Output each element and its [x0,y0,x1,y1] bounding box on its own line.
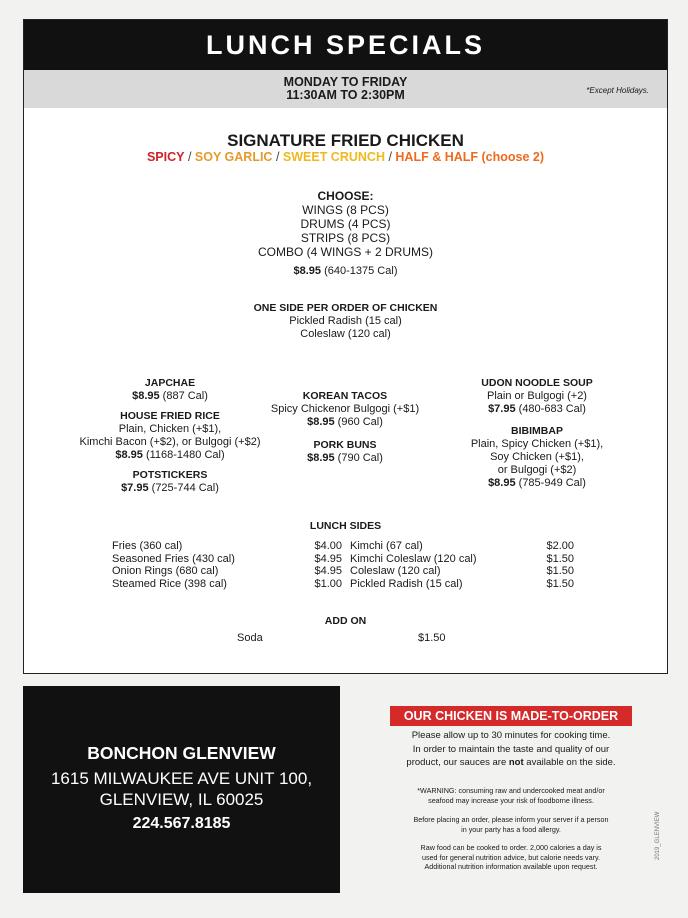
fried-rice-desc-1: Plain, Chicken (+$1), [118,423,222,435]
side-name: Coleslaw (120 cal) [350,565,441,577]
flavor-list [24,150,667,164]
holiday-note: *Except Holidays. [586,86,649,95]
potstickers-title: POTSTICKERS [132,469,208,481]
japchae-price: $8.95 [132,390,160,402]
add-on-price: $1.50 [418,632,446,644]
side-pickled-radish: Pickled Radish (15 cal) [289,315,402,327]
lunch-sides-left [112,540,342,590]
side-price: $1.00 [314,577,342,590]
option-combo: COMBO (4 WINGS + 2 DRUMS) [257,245,433,259]
fried-rice-price: $8.95 [115,449,143,461]
bibimbap-price: $8.95 [488,477,516,489]
potstickers-calories: (725-744 Cal) [148,482,219,494]
hours-bar [24,70,667,108]
hours-text [24,76,667,102]
side-price: $1.50 [546,577,574,590]
flavor-spicy: SPICY [146,150,185,164]
cooking-note-3b: not [508,757,524,768]
flavor-sweet-crunch: SWEET CRUNCH [282,150,385,164]
warning-2: seafood may increase your risk of foodborne illness. [428,795,594,805]
address-line-2: GLENVIEW, IL 60025 [99,790,264,809]
signature-calories: (640-1375 Cal) [321,265,398,277]
signature-price-line [24,265,667,277]
potstickers-price: $7.95 [121,482,149,494]
choose-label: CHOOSE: [317,189,374,203]
side-name: Pickled Radish (15 cal) [350,577,463,590]
made-to-order-tag: OUR CHICKEN IS MADE-TO-ORDER [390,706,632,726]
udon-desc: Plain or Bulgogi (+2) [487,390,587,402]
side-name: Fries (360 cal) [112,540,183,552]
flavor-soy-garlic: SOY GARLIC [194,150,273,164]
side-price: $4.95 [314,565,342,577]
side-coleslaw: Coleslaw (120 cal) [300,328,391,340]
phone-number: 224.567.8185 [132,815,231,832]
location-name: BONCHON GLENVIEW [87,743,276,763]
fried-rice-calories: (1168-1480 Cal) [142,449,225,461]
japchae-title: JAPCHAE [144,377,196,389]
flavor-separator: / [384,150,396,164]
side-price: $4.00 [314,540,342,552]
list-item [350,565,574,578]
hours-label: 11:30AM TO 2:30PM [286,88,405,102]
option-drums: DRUMS (4 PCS) [300,217,391,231]
option-strips: STRIPS (8 PCS) [300,231,391,245]
flavor-separator: / [184,150,195,164]
list-item [112,578,342,591]
lunch-sides-title: LUNCH SIDES [309,520,382,532]
menu-panel [23,19,668,674]
cooking-note-1: Please allow up to 30 minutes for cooking time. [411,730,611,741]
korean-tacos-calories: (960 Cal) [334,416,383,428]
add-on-title: ADD ON [324,615,367,627]
list-item [350,553,574,566]
side-price: $2.00 [546,540,574,552]
japchae-calories: (887 Cal) [159,390,208,402]
allergy-note [370,815,652,834]
middle-column [242,390,448,465]
side-name: Steamed Rice (398 cal) [112,577,227,590]
flavor-separator: / [272,150,283,164]
bibimbap-title: BIBIMBAP [511,425,563,437]
allergy-1: Before placing an order, please inform your server if a person [413,815,609,824]
warning-note [370,786,652,805]
korean-tacos-title: KOREAN TACOS [302,390,388,402]
lunch-sides-right [350,540,574,590]
cooking-note-2: In order to maintain the taste and quality of our [412,743,610,755]
side-name: Kimchi (67 cal) [350,540,423,552]
one-side-label: ONE SIDE PER ORDER OF CHICKEN [253,302,438,314]
nutrition-3: Additional nutrition information available upon request. [424,862,598,871]
list-item [112,540,342,553]
nutrition-1: Raw food can be cooked to order. 2,000 calories a day is [420,843,602,852]
list-item [350,540,574,553]
side-name: Onion Rings (680 cal) [112,565,219,577]
fried-rice-title: HOUSE FRIED RICE [120,410,220,422]
side-price: $4.95 [314,552,342,565]
signature-price: $8.95 [293,265,322,277]
korean-tacos-desc: Spicy Chickenor Bulgogi (+$1) [270,403,420,415]
location-block [23,686,340,893]
flavor-half-half: HALF & HALF (choose 2) [395,150,545,164]
nutrition-2: used for general nutrition advice, but calorie needs vary. [421,852,601,862]
cooking-note-3c: available on the side. [523,757,616,768]
bibimbap-calories: (785-949 Cal) [515,477,586,489]
bibimbap-desc-2: Soy Chicken (+$1), [490,451,584,463]
print-code: 2019_GLENVIEW [655,811,661,860]
side-price: $1.50 [546,565,574,577]
bibimbap-desc-3: or Bulgogi (+$2) [497,464,577,476]
fried-rice-desc-2: Kimchi Bacon (+$2), or Bulgogi (+$2) [79,436,261,448]
days-label: MONDAY TO FRIDAY [283,75,408,89]
warning-1: *WARNING: consuming raw and undercooked meat and/or [417,786,605,795]
cooking-note [370,729,652,770]
list-item [112,553,342,566]
address-line-1: 1615 MILWAUKEE AVE UNIT 100, [50,769,313,788]
bibimbap-desc-1: Plain, Spicy Chicken (+$1), [470,438,604,450]
right-column [452,377,622,490]
allergy-2: in your party has a food allergy. [461,824,561,834]
location-address [23,768,340,810]
list-item [350,578,574,591]
option-wings: WINGS (8 PCS) [302,203,389,217]
add-on-item: Soda [237,632,263,644]
choose-block [24,189,667,259]
signature-title: SIGNATURE FRIED CHICKEN [227,131,464,150]
menu-title: LUNCH SPECIALS [24,20,667,70]
nutrition-note [370,843,652,872]
pork-buns-price: $8.95 [307,452,335,464]
udon-price: $7.95 [488,403,516,415]
side-price: $1.50 [546,552,574,565]
pork-buns-calories: (790 Cal) [334,452,383,464]
side-name: Kimchi Coleslaw (120 cal) [350,552,477,565]
side-name: Seasoned Fries (430 cal) [112,552,235,565]
udon-title: UDON NOODLE SOUP [481,377,593,389]
udon-calories: (480-683 Cal) [515,403,586,415]
cooking-note-3a: product, our sauces are [406,757,509,768]
pork-buns-title: PORK BUNS [313,439,377,451]
korean-tacos-price: $8.95 [307,416,335,428]
list-item [112,565,342,578]
one-side-block [24,302,667,341]
